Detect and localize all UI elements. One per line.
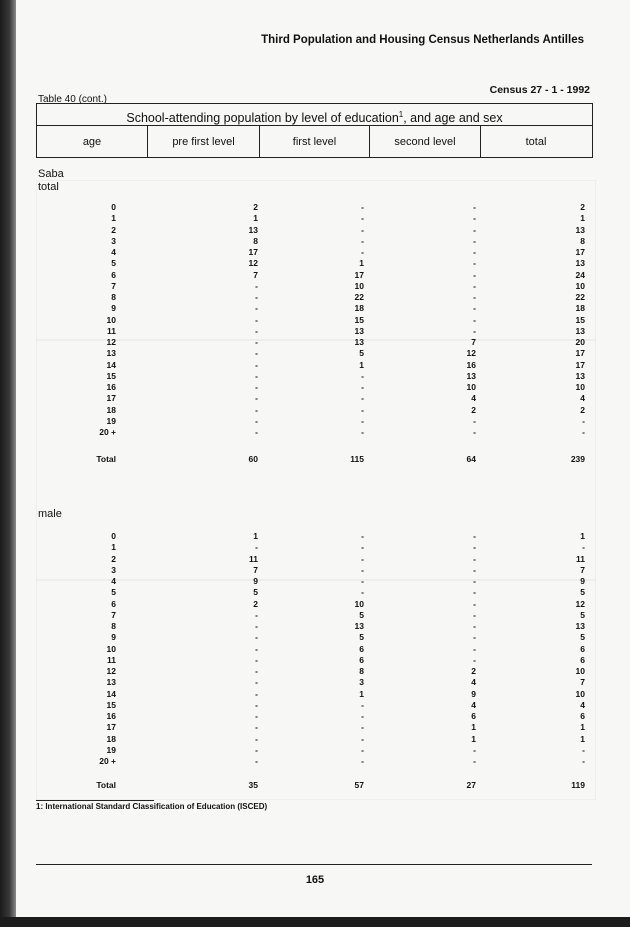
total-cell: - xyxy=(582,756,585,766)
first-level-cell: 5 xyxy=(359,348,364,359)
pre-first-level-cell: 1 xyxy=(253,531,258,541)
total-cell: 24 xyxy=(575,269,585,280)
age-cell: 11 xyxy=(107,325,116,336)
total-cell: 9 xyxy=(580,576,585,586)
second-level-cell: - xyxy=(473,314,476,325)
first-level-cell: 5 xyxy=(359,609,364,620)
first-level-cell: - xyxy=(361,224,364,235)
second-level-cell: 4 xyxy=(471,699,476,710)
table-row xyxy=(0,303,630,314)
second-level-cell: - xyxy=(473,427,476,437)
total-cell: 10 xyxy=(575,280,585,291)
total-cell: 6 xyxy=(580,711,585,721)
first-level-cell: - xyxy=(361,531,364,541)
first-level-cell: - xyxy=(361,235,364,246)
table-row xyxy=(0,700,630,711)
total-cell: 5 xyxy=(580,587,585,598)
second-level-cell: - xyxy=(473,415,476,426)
sex-label-total: total xyxy=(38,181,59,193)
age-cell: 18 xyxy=(106,733,116,744)
age-cell: 4 xyxy=(111,576,116,586)
first-level-cell: - xyxy=(361,564,364,575)
second-level-cell: - xyxy=(473,213,476,224)
second-level-cell: 1 xyxy=(471,722,476,733)
second-level-cell: 9 xyxy=(471,688,476,699)
second-level-cell: - xyxy=(473,325,476,336)
pre-first-level-cell: - xyxy=(255,733,258,744)
second-level-cell: 12 xyxy=(466,348,476,359)
second-level-cell: - xyxy=(473,235,476,246)
first-level-cell: 10 xyxy=(354,280,364,291)
age-cell: 18 xyxy=(106,404,116,415)
second-level-cell: - xyxy=(473,609,476,620)
pre-first-level-cell: - xyxy=(255,542,258,553)
table-row xyxy=(0,734,630,745)
table-row xyxy=(0,405,630,416)
total-cell: 18 xyxy=(575,303,585,314)
table-row xyxy=(0,202,630,213)
pre-first-level-cell: - xyxy=(255,699,258,710)
age-cell: 15 xyxy=(106,370,116,381)
total-cell: 17 xyxy=(575,247,585,257)
total-cell: 15 xyxy=(575,314,585,325)
first-level-cell: 6 xyxy=(359,643,364,654)
total-cell: 12 xyxy=(575,598,585,609)
age-cell: 20 + xyxy=(99,756,116,766)
pre-first-level-cell: 7 xyxy=(253,269,258,280)
second-level-cell: - xyxy=(473,564,476,575)
table-total-row xyxy=(0,454,630,465)
age-cell: 13 xyxy=(106,677,116,688)
first-level-cell: - xyxy=(361,744,364,755)
table-row xyxy=(0,655,630,666)
age-cell: 14 xyxy=(106,359,116,370)
age-cell: 7 xyxy=(111,280,116,291)
pre-first-level-cell: 11 xyxy=(249,553,258,564)
second-level-cell: - xyxy=(473,303,476,314)
pre-first-level-cell: - xyxy=(255,688,258,699)
total-cell: 2 xyxy=(580,404,585,415)
pre-first-level-cell: - xyxy=(255,744,258,755)
age-cell: 6 xyxy=(111,269,116,280)
pre-first-level-cell: - xyxy=(255,722,258,733)
total-cell: 1 xyxy=(580,213,585,224)
pre-first-level-cell: - xyxy=(255,382,258,392)
table-row xyxy=(0,416,630,427)
column-header-pre-first-level: pre first level xyxy=(148,126,260,158)
age-cell: 15 xyxy=(106,699,116,710)
first-level-cell: - xyxy=(361,711,364,721)
age-cell: 12 xyxy=(106,337,116,347)
second-level-cell: 7 xyxy=(471,337,476,347)
second-level-cell: - xyxy=(473,553,476,564)
pre-first-level-cell: - xyxy=(255,711,258,721)
total-cell: 22 xyxy=(575,292,585,302)
table-row xyxy=(0,371,630,382)
total-cell: 2 xyxy=(580,202,585,212)
age-cell: 6 xyxy=(111,598,116,609)
first-level-cell: 1 xyxy=(359,688,364,699)
footnote-rule xyxy=(36,800,154,801)
second-level-cell: - xyxy=(473,621,476,631)
age-cell: 5 xyxy=(111,258,116,269)
second-level-total: 27 xyxy=(466,780,476,790)
page-bottom-edge xyxy=(0,917,630,927)
grand-total: 119 xyxy=(571,780,585,790)
first-level-cell: - xyxy=(361,404,364,415)
first-level-cell: - xyxy=(361,427,364,437)
table-row xyxy=(0,326,630,337)
second-level-cell: - xyxy=(473,247,476,257)
table-title-footnote-mark: 1 xyxy=(398,110,404,119)
table-row xyxy=(0,689,630,700)
pre-first-level-cell: - xyxy=(255,756,258,766)
table-row xyxy=(0,531,630,542)
total-label-cell: Total xyxy=(96,454,116,464)
table-row xyxy=(0,393,630,404)
second-level-cell: - xyxy=(473,576,476,586)
age-cell: 3 xyxy=(111,235,116,246)
table-row xyxy=(0,247,630,258)
first-level-cell: - xyxy=(361,699,364,710)
pre-first-level-cell: - xyxy=(255,643,258,654)
second-level-total: 64 xyxy=(466,454,476,464)
age-cell: 20 + xyxy=(99,427,116,437)
total-cell: 7 xyxy=(580,564,585,575)
pre-first-level-cell: - xyxy=(255,677,258,688)
table-row xyxy=(0,382,630,393)
first-level-cell: 18 xyxy=(354,303,364,314)
pre-first-level-cell: 5 xyxy=(253,587,258,598)
total-cell: 6 xyxy=(580,643,585,654)
table-row xyxy=(0,292,630,303)
running-header: Third Population and Housing Census Netherlands Antilles xyxy=(261,34,584,46)
age-cell: 8 xyxy=(111,621,116,631)
first-level-cell: - xyxy=(361,542,364,553)
bottom-rule xyxy=(36,864,592,865)
census-date: Census 27 - 1 - 1992 xyxy=(489,84,590,96)
total-cell: 17 xyxy=(575,359,585,370)
second-level-cell: 2 xyxy=(471,666,476,676)
table-title xyxy=(37,104,592,126)
pre-first-level-cell: - xyxy=(255,393,258,404)
first-level-total: 57 xyxy=(354,780,364,790)
age-cell: 19 xyxy=(106,744,116,755)
pre-first-level-cell: - xyxy=(255,404,258,415)
pre-first-level-cell: 2 xyxy=(253,598,258,609)
second-level-cell: - xyxy=(473,643,476,654)
first-level-cell: 10 xyxy=(354,598,364,609)
first-level-cell: 17 xyxy=(354,269,364,280)
pre-first-level-cell: 9 xyxy=(253,576,258,586)
total-cell: - xyxy=(582,542,585,553)
second-level-cell: - xyxy=(473,224,476,235)
table-row xyxy=(0,236,630,247)
second-level-cell: - xyxy=(473,531,476,541)
first-level-total: 115 xyxy=(350,454,364,464)
first-level-cell: 1 xyxy=(359,359,364,370)
pre-first-level-cell: 7 xyxy=(253,564,258,575)
table-row xyxy=(0,337,630,348)
age-cell: 1 xyxy=(111,542,116,553)
total-cell: 10 xyxy=(575,666,585,676)
table-row xyxy=(0,348,630,359)
first-level-cell: - xyxy=(361,587,364,598)
pre-first-level-total: 60 xyxy=(248,454,258,464)
table-row xyxy=(0,225,630,236)
table-row xyxy=(0,554,630,565)
total-cell: 6 xyxy=(580,654,585,665)
pre-first-level-cell: 8 xyxy=(253,235,258,246)
table-header-frame xyxy=(36,103,593,158)
age-cell: 0 xyxy=(111,202,116,212)
pre-first-level-cell: - xyxy=(255,632,258,643)
table-row xyxy=(0,427,630,438)
table-row xyxy=(0,587,630,598)
second-level-cell: - xyxy=(473,258,476,269)
grand-total: 239 xyxy=(570,454,585,464)
age-cell: 11 xyxy=(107,654,116,665)
age-cell: 13 xyxy=(106,348,116,359)
first-level-cell: - xyxy=(361,382,364,392)
table-row xyxy=(0,576,630,587)
first-level-cell: 3 xyxy=(359,677,364,688)
second-level-cell: 13 xyxy=(466,370,476,381)
total-cell: 4 xyxy=(580,699,585,710)
second-level-cell: - xyxy=(473,632,476,643)
age-cell: 4 xyxy=(111,247,116,257)
total-cell: - xyxy=(582,427,585,437)
table-row xyxy=(0,745,630,756)
first-level-cell: - xyxy=(361,733,364,744)
second-level-cell: - xyxy=(473,744,476,755)
table-row xyxy=(0,722,630,733)
first-level-cell: 13 xyxy=(354,337,364,347)
total-cell: 5 xyxy=(580,632,585,643)
second-level-cell: 6 xyxy=(471,711,476,721)
table-row xyxy=(0,632,630,643)
pre-first-level-cell: 12 xyxy=(248,258,258,269)
total-cell: 13 xyxy=(575,621,585,631)
table-row xyxy=(0,666,630,677)
second-level-cell: 16 xyxy=(466,359,476,370)
second-level-cell: - xyxy=(473,654,476,665)
second-level-cell: 2 xyxy=(471,404,476,415)
age-cell: 5 xyxy=(111,587,116,598)
age-cell: 2 xyxy=(111,224,116,235)
table-row xyxy=(0,315,630,326)
age-cell: 3 xyxy=(111,564,116,575)
pre-first-level-cell: 1 xyxy=(253,213,258,224)
second-level-cell: 1 xyxy=(471,733,476,744)
column-header-second-level: second level xyxy=(370,126,481,158)
total-cell: 7 xyxy=(580,677,585,688)
age-cell: 14 xyxy=(106,688,116,699)
table-row xyxy=(0,711,630,722)
pre-first-level-cell: - xyxy=(255,415,258,426)
age-cell: 16 xyxy=(106,382,116,392)
total-cell: 10 xyxy=(575,382,585,392)
first-level-cell: - xyxy=(361,722,364,733)
first-level-cell: - xyxy=(361,213,364,224)
pre-first-level-cell: - xyxy=(255,609,258,620)
pre-first-level-total: 35 xyxy=(248,780,258,790)
total-cell: 17 xyxy=(575,348,585,359)
total-cell: 1 xyxy=(580,733,585,744)
second-level-cell: 4 xyxy=(471,677,476,688)
pre-first-level-cell: - xyxy=(255,427,258,437)
total-cell: 13 xyxy=(575,370,585,381)
table-row xyxy=(0,677,630,688)
pre-first-level-cell: 13 xyxy=(248,224,258,235)
first-level-cell: - xyxy=(361,415,364,426)
pre-first-level-cell: 17 xyxy=(248,247,258,257)
age-cell: 9 xyxy=(111,632,116,643)
age-cell: 7 xyxy=(111,609,116,620)
pre-first-level-cell: - xyxy=(255,359,258,370)
total-cell: 13 xyxy=(575,224,585,235)
total-cell: 13 xyxy=(575,325,585,336)
table-row xyxy=(0,599,630,610)
age-cell: 10 xyxy=(106,314,116,325)
age-cell: 17 xyxy=(106,393,116,404)
table-total-row xyxy=(0,780,630,791)
table-row xyxy=(0,644,630,655)
first-level-cell: - xyxy=(361,202,364,212)
total-cell: 1 xyxy=(580,722,585,733)
second-level-cell: - xyxy=(473,756,476,766)
second-level-cell: 10 xyxy=(466,382,476,392)
pre-first-level-cell: - xyxy=(255,370,258,381)
pre-first-level-cell: - xyxy=(255,280,258,291)
first-level-cell: 5 xyxy=(359,632,364,643)
pre-first-level-cell: - xyxy=(255,621,258,631)
total-cell: 11 xyxy=(576,553,585,564)
pre-first-level-cell: - xyxy=(255,314,258,325)
total-cell: 10 xyxy=(575,688,585,699)
table-title-text: School-attending population by level of education xyxy=(126,111,399,126)
first-level-cell: - xyxy=(361,576,364,586)
pre-first-level-cell: - xyxy=(255,348,258,359)
table-row xyxy=(0,281,630,292)
age-cell: 0 xyxy=(111,531,116,541)
total-cell: 4 xyxy=(580,393,585,404)
pre-first-level-cell: - xyxy=(255,303,258,314)
table-row xyxy=(0,756,630,767)
first-level-cell: 13 xyxy=(354,325,364,336)
first-level-cell: 22 xyxy=(354,292,364,302)
age-cell: 9 xyxy=(111,303,116,314)
first-level-cell: - xyxy=(361,370,364,381)
second-level-cell: 4 xyxy=(471,393,476,404)
first-level-cell: 8 xyxy=(359,666,364,676)
age-cell: 16 xyxy=(106,711,116,721)
sex-label-male: male xyxy=(38,508,62,520)
page-number: 165 xyxy=(305,874,325,886)
age-cell: 19 xyxy=(106,415,116,426)
pre-first-level-cell: - xyxy=(255,654,258,665)
age-cell: 1 xyxy=(111,213,116,224)
column-header-first-level: first level xyxy=(260,126,370,158)
age-cell: 12 xyxy=(106,666,116,676)
second-level-cell: - xyxy=(473,292,476,302)
footnote: 1: International Standard Classification of Education (ISCED) xyxy=(36,802,268,811)
island-label: Saba xyxy=(38,168,64,180)
first-level-cell: - xyxy=(361,393,364,404)
pre-first-level-cell: - xyxy=(255,666,258,676)
table-row xyxy=(0,270,630,281)
second-level-cell: - xyxy=(473,587,476,598)
table-row xyxy=(0,621,630,632)
pre-first-level-cell: - xyxy=(255,292,258,302)
age-cell: 8 xyxy=(111,292,116,302)
pre-first-level-cell: 2 xyxy=(253,202,258,212)
first-level-cell: 6 xyxy=(359,654,364,665)
pre-first-level-cell: - xyxy=(255,325,258,336)
first-level-cell: 13 xyxy=(354,621,364,631)
total-cell: 8 xyxy=(580,235,585,246)
table-row xyxy=(0,258,630,269)
table-row xyxy=(0,542,630,553)
table-row xyxy=(0,610,630,621)
second-level-cell: - xyxy=(473,280,476,291)
total-cell: - xyxy=(582,415,585,426)
column-header-total: total xyxy=(525,136,547,148)
first-level-cell: - xyxy=(361,247,364,257)
second-level-cell: - xyxy=(473,598,476,609)
total-cell: 1 xyxy=(580,531,585,541)
column-headers xyxy=(37,126,592,158)
second-level-cell: - xyxy=(473,269,476,280)
total-label-cell: Total xyxy=(96,780,116,790)
total-cell: 13 xyxy=(575,258,585,269)
first-level-cell: - xyxy=(361,756,364,766)
age-cell: 17 xyxy=(106,722,116,733)
first-level-cell: - xyxy=(361,553,364,564)
second-level-cell: - xyxy=(473,542,476,553)
table-label: Table 40 (cont.) xyxy=(38,94,107,105)
age-cell: 2 xyxy=(111,553,116,564)
total-cell: 5 xyxy=(580,609,585,620)
table-row xyxy=(0,360,630,371)
total-cell: 20 xyxy=(575,337,585,347)
pre-first-level-cell: - xyxy=(255,337,258,347)
total-cell: - xyxy=(582,744,585,755)
table-row xyxy=(0,565,630,576)
column-header-age: age xyxy=(37,126,148,158)
first-level-cell: 1 xyxy=(359,258,364,269)
table-row xyxy=(0,213,630,224)
second-level-cell: - xyxy=(473,202,476,212)
table-title-suffix: , and age and sex xyxy=(403,111,503,126)
age-cell: 10 xyxy=(106,643,116,654)
first-level-cell: 15 xyxy=(354,314,364,325)
